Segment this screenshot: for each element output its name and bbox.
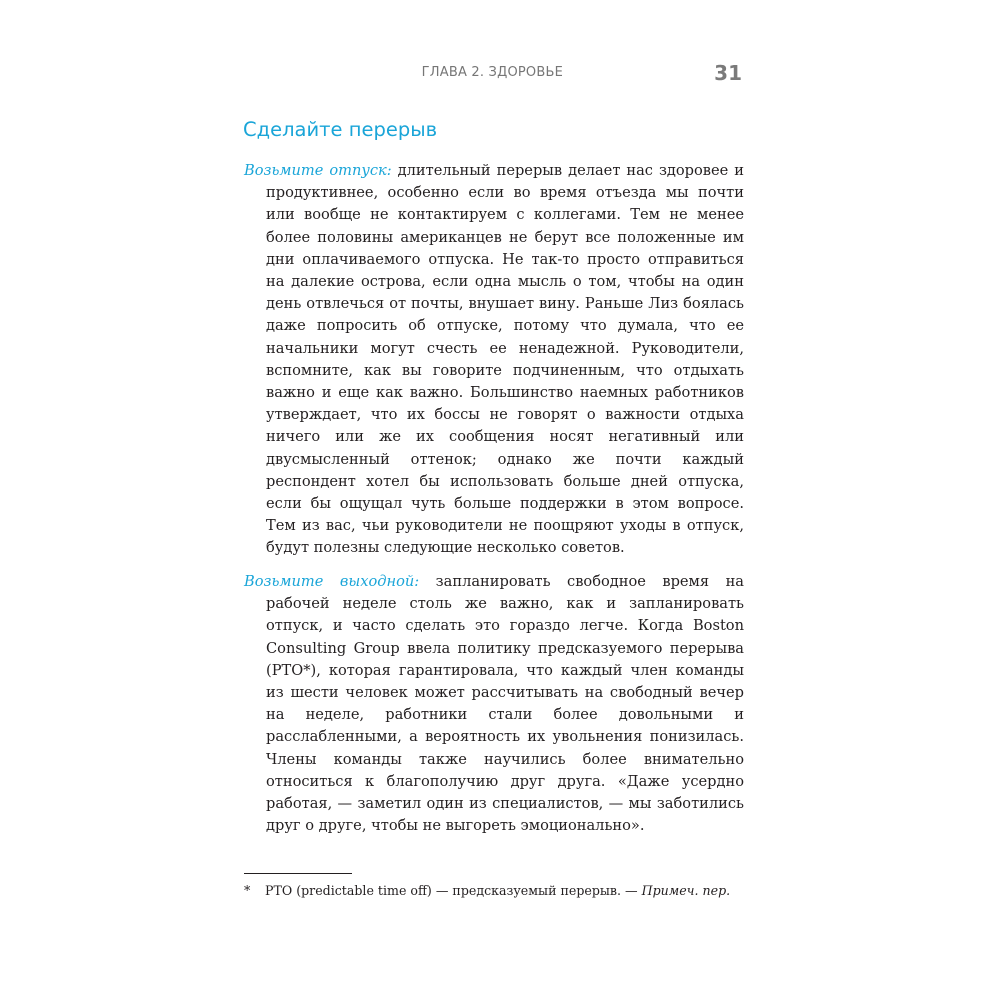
footnote-text: PTO (predictable time off) — предсказуемый перерыв. — <box>265 883 642 898</box>
chapter-label: ГЛАВА 2. ЗДОРОВЬЕ <box>421 65 563 80</box>
paragraph-vacation <box>244 160 744 560</box>
footnote <box>244 882 764 900</box>
paragraph-text: запланировать свободное время на рабочей неделе столь же важно, как и запланировать отпуск, и часто сделать это гораздо легче. Когда Boston Consulting Group ввела политику предсказуемого перерыва (PTO*), которая гарантировала, что каждый член команды из шести человек может рассчитывать на свободный вечер на неделе, работники стали более довольными и расслабленными, а вероятность их увольнения понизилась. Члены команды также научились более внимательно относиться к благополучию друг друга. «Даже усердно работая, — заметил один из специалистов, — мы заботились друг о друге, чтобы не выгореть эмоционально». <box>266 573 745 835</box>
section-heading: Сделайте перерыв <box>243 118 438 141</box>
page-number: 31 <box>714 61 742 85</box>
paragraph-text: длительный перерыв делает нас здоровее и продуктивнее, особенно если во время отъезда мы почти или вообще не контактируем с коллегами. Тем не менее более половины американцев не берут все положенные им дни оплачиваемого отпуска. Не так-то просто отправиться на далекие острова, если одна мысль о том, чтобы на один день отвлечься от почты, внушает вину. Раньше Лиз боялась даже попросить об отпуске, потому что думала, что ее начальники могут счесть ее ненадежной. Руководители, вспомните, как вы говорите подчиненным, что отдыхать важно и еще как важно. Большинство наемных работников утверждает, что их боссы не говорят о важности отдыха ничего или же их сообщения носят негативный или двусмысленный оттенок; однако же почти каждый респондент хотел бы использовать больше дней отпуска, если бы ощущал чуть больше поддержки в этом вопросе. Тем из вас, чьи руководители не поощряют уходы в отпуск, будут полезны следующие несколько советов. <box>266 162 745 557</box>
footnote-divider <box>244 873 352 874</box>
footnote-translator-note: Примеч. пер. <box>641 883 731 898</box>
paragraph-day-off <box>244 571 744 837</box>
running-header <box>246 61 746 89</box>
paragraph-lead: Возьмите отпуск: <box>244 162 392 179</box>
footnote-mark: * <box>244 883 251 898</box>
paragraph-lead: Возьмите выходной: <box>244 573 420 590</box>
